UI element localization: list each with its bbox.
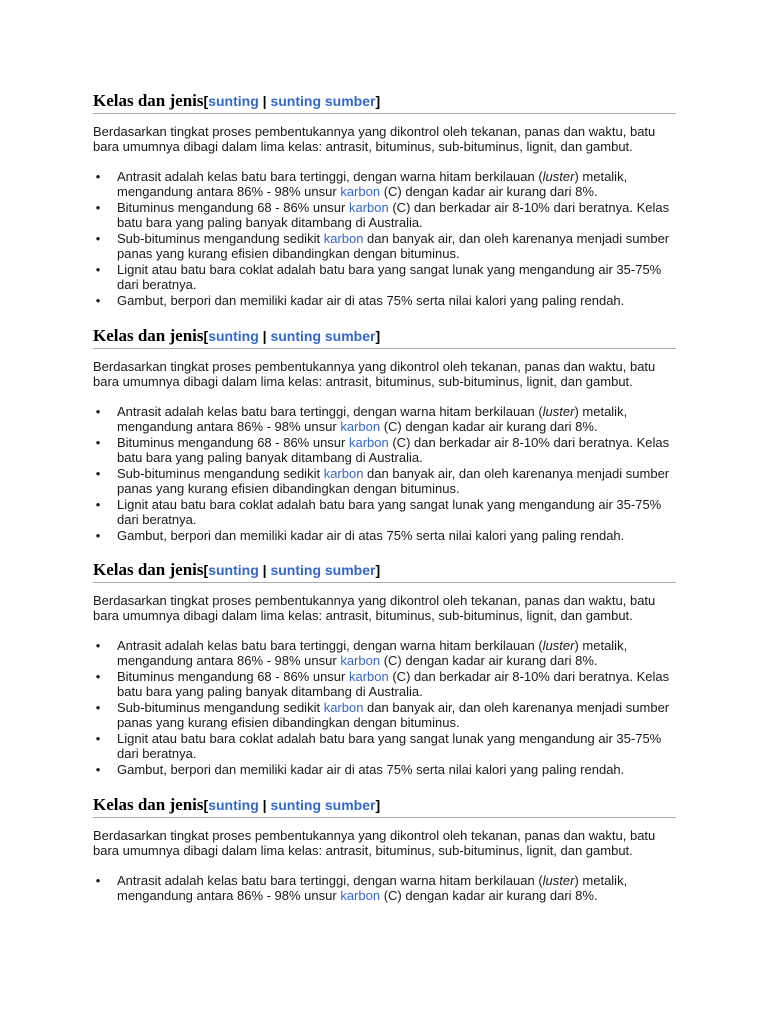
list-item-antrasit: • Antrasit adalah kelas batu bara tertinggi, dengan warna hitam berkilauan (luster) metalik, mengandung antara 86% - 98% unsur karbon (C) dengan kadar air kurang dari 8%. — [93, 404, 676, 434]
section-kelas-dan-jenis-3 — [93, 559, 676, 778]
bullet-icon: • — [95, 404, 101, 419]
edit-source-link[interactable]: sunting sumber — [270, 93, 376, 109]
edit-links: [sunting | sunting sumber] — [203, 562, 381, 578]
list-item-antrasit: • Antrasit adalah kelas batu bara tertinggi, dengan warna hitam berkilauan (luster) metalik, mengandung antara 86% - 98% unsur karbon (C) dengan kadar air kurang dari 8%. — [93, 873, 676, 903]
list-item-lignit: • Lignit atau batu bara coklat adalah batu bara yang sangat lunak yang mengandung air 35-75% dari beratnya. — [93, 731, 676, 761]
bullet-icon: • — [95, 700, 101, 715]
karbon-link[interactable]: karbon — [323, 466, 364, 481]
list-item-sub-bituminus: • Sub-bituminus mengandung sedikit karbon dan banyak air, dan oleh karenanya menjadi sumber panas yang kurang efisien dibandingkan dengan bituminus. — [93, 466, 676, 496]
bullet-icon: • — [95, 669, 101, 684]
list-item-lignit: • Lignit atau batu bara coklat adalah batu bara yang sangat lunak yang mengandung air 35-75% dari beratnya. — [93, 262, 676, 292]
heading-title: Kelas dan jenis — [93, 326, 204, 345]
heading-title: Kelas dan jenis — [93, 91, 204, 110]
section-heading — [93, 90, 676, 114]
bullet-icon: • — [95, 731, 101, 746]
section-kelas-dan-jenis-4 — [93, 794, 676, 904]
section-kelas-dan-jenis-2 — [93, 325, 676, 544]
intro-paragraph: Berdasarkan tingkat proses pembentukannya yang dikontrol oleh tekanan, panas dan waktu, batu bara umumnya dibagi dalam lima kelas: antrasit, bituminus, sub-bituminus, lignit, dan gambut. — [93, 828, 656, 858]
edit-links: [sunting | sunting sumber] — [203, 797, 381, 813]
bullet-icon: • — [95, 497, 101, 512]
list-item-antrasit: • Antrasit adalah kelas batu bara tertinggi, dengan warna hitam berkilauan (luster) metalik, mengandung antara 86% - 98% unsur karbon (C) dengan kadar air kurang dari 8%. — [93, 638, 676, 668]
bullet-icon: • — [95, 638, 101, 653]
class-list — [93, 169, 676, 308]
intro-paragraph: Berdasarkan tingkat proses pembentukannya yang dikontrol oleh tekanan, panas dan waktu, batu bara umumnya dibagi dalam lima kelas: antrasit, bituminus, sub-bituminus, lignit, dan gambut. — [93, 124, 656, 154]
list-item-gambut: • Gambut, berpori dan memiliki kadar air di atas 75% serta nilai kalori yang paling rendah. — [93, 762, 676, 777]
list-item-antrasit: • Antrasit adalah kelas batu bara tertinggi, dengan warna hitam berkilauan (luster) metalik, mengandung antara 86% - 98% unsur karbon (C) dengan kadar air kurang dari 8%. — [93, 169, 676, 199]
bullet-icon: • — [95, 293, 101, 308]
karbon-link[interactable]: karbon — [348, 200, 389, 215]
karbon-link[interactable]: karbon — [340, 888, 381, 903]
section-kelas-dan-jenis-1 — [93, 90, 676, 309]
karbon-link[interactable]: karbon — [340, 419, 381, 434]
karbon-link[interactable]: karbon — [340, 184, 381, 199]
bullet-icon: • — [95, 231, 101, 246]
list-item-gambut: • Gambut, berpori dan memiliki kadar air di atas 75% serta nilai kalori yang paling rendah. — [93, 528, 676, 543]
edit-link[interactable]: sunting — [208, 562, 259, 578]
section-heading — [93, 325, 676, 349]
karbon-link[interactable]: karbon — [348, 435, 389, 450]
bullet-icon: • — [95, 262, 101, 277]
list-item-bituminus: • Bituminus mengandung 68 - 86% unsur karbon (C) dan berkadar air 8-10% dari beratnya. Kelas batu bara yang paling banyak ditambang di Australia. — [93, 669, 676, 699]
class-list — [93, 404, 676, 543]
edit-link[interactable]: sunting — [208, 93, 259, 109]
list-item-sub-bituminus: • Sub-bituminus mengandung sedikit karbon dan banyak air, dan oleh karenanya menjadi sumber panas yang kurang efisien dibandingkan dengan bituminus. — [93, 231, 676, 261]
bullet-icon: • — [95, 169, 101, 184]
intro-paragraph: Berdasarkan tingkat proses pembentukannya yang dikontrol oleh tekanan, panas dan waktu, batu bara umumnya dibagi dalam lima kelas: antrasit, bituminus, sub-bituminus, lignit, dan gambut. — [93, 359, 656, 389]
bullet-icon: • — [95, 762, 101, 777]
edit-source-link[interactable]: sunting sumber — [270, 562, 376, 578]
karbon-link[interactable]: karbon — [323, 700, 364, 715]
edit-source-link[interactable]: sunting sumber — [270, 328, 376, 344]
intro-paragraph: Berdasarkan tingkat proses pembentukannya yang dikontrol oleh tekanan, panas dan waktu, batu bara umumnya dibagi dalam lima kelas: antrasit, bituminus, sub-bituminus, lignit, dan gambut. — [93, 593, 656, 623]
bullet-icon: • — [95, 466, 101, 481]
edit-link[interactable]: sunting — [208, 328, 259, 344]
heading-title: Kelas dan jenis — [93, 795, 204, 814]
section-heading — [93, 559, 676, 583]
list-item-lignit: • Lignit atau batu bara coklat adalah batu bara yang sangat lunak yang mengandung air 35-75% dari beratnya. — [93, 497, 676, 527]
edit-source-link[interactable]: sunting sumber — [270, 797, 376, 813]
edit-link[interactable]: sunting — [208, 797, 259, 813]
heading-title: Kelas dan jenis — [93, 560, 204, 579]
class-list — [93, 873, 676, 903]
bullet-icon: • — [95, 200, 101, 215]
karbon-link[interactable]: karbon — [340, 653, 381, 668]
class-list — [93, 638, 676, 777]
edit-links: [sunting | sunting sumber] — [203, 328, 381, 344]
karbon-link[interactable]: karbon — [323, 231, 364, 246]
karbon-link[interactable]: karbon — [348, 669, 389, 684]
edit-links: [sunting | sunting sumber] — [203, 93, 381, 109]
list-item-sub-bituminus: • Sub-bituminus mengandung sedikit karbon dan banyak air, dan oleh karenanya menjadi sumber panas yang kurang efisien dibandingkan dengan bituminus. — [93, 700, 676, 730]
list-item-bituminus: • Bituminus mengandung 68 - 86% unsur karbon (C) dan berkadar air 8-10% dari beratnya. Kelas batu bara yang paling banyak ditambang di Australia. — [93, 435, 676, 465]
bullet-icon: • — [95, 873, 101, 888]
list-item-bituminus: • Bituminus mengandung 68 - 86% unsur karbon (C) dan berkadar air 8-10% dari beratnya. Kelas batu bara yang paling banyak ditambang di Australia. — [93, 200, 676, 230]
bullet-icon: • — [95, 435, 101, 450]
bullet-icon: • — [95, 528, 101, 543]
list-item-gambut: • Gambut, berpori dan memiliki kadar air di atas 75% serta nilai kalori yang paling rendah. — [93, 293, 676, 308]
section-heading — [93, 794, 676, 818]
